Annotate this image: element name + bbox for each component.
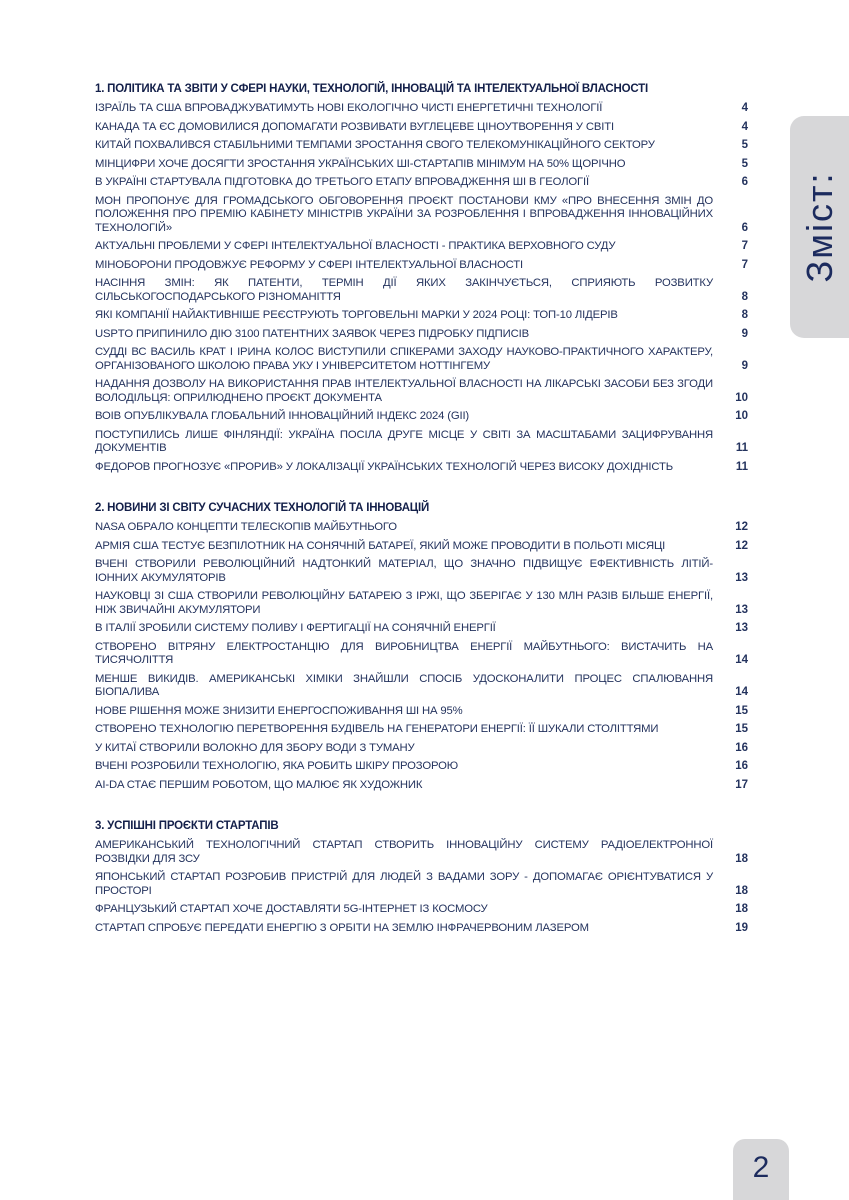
toc-entry-page: 4 bbox=[741, 102, 748, 114]
toc-entry-title: ФЕДОРОВ ПРОГНОЗУЄ «ПРОРИВ» У ЛОКАЛІЗАЦІЇ УКРАЇНСЬКИХ ТЕХНОЛОГІЙ ЧЕРЕЗ ВИСОКУ ДОХІДНІСТЬ bbox=[95, 460, 673, 473]
toc-entry-title: ЯКІ КОМПАНІЇ НАЙАКТИВНІШЕ РЕЄСТРУЮТЬ ТОРГОВЕЛЬНІ МАРКИ У 2024 РОЦІ: ТОП-10 ЛІДЕРІВ bbox=[95, 309, 618, 321]
toc-entry-title: ВОІВ ОПУБЛІКУВАЛА ГЛОБАЛЬНИЙ ІННОВАЦІЙНИЙ ІНДЕКС 2024 (GII) bbox=[95, 410, 470, 422]
toc-entry[interactable] bbox=[95, 871, 748, 898]
toc-section bbox=[95, 819, 748, 935]
toc-entry-title: АРМІЯ США ТЕСТУЄ БЕЗПІЛОТНИК НА СОНЯЧНІЙ БАТАРЕЇ, ЯКИЙ МОЖЕ ПРОВОДИТИ В ПОЛЬОТІ МІСЯЦІ bbox=[95, 539, 666, 552]
toc-entry-title: КАНАДА ТА ЄС ДОМОВИЛИСЯ ДОПОМАГАТИ РОЗВИВАТИ ВУГЛЕЦЕВЕ ЦІНОУТВОРЕННЯ У СВІТІ bbox=[95, 120, 614, 133]
toc-entry-title: В УКРАЇНІ СТАРТУВАЛА ПІДГОТОВКА ДО ТРЕТЬОГО ЕТАПУ ВПРОВАДЖЕННЯ ШІ В ГЕОЛОГІЇ bbox=[95, 176, 589, 188]
toc-entry[interactable] bbox=[95, 176, 748, 190]
toc-entry-title: СУДДІ ВС ВАСИЛЬ КРАТ І ІРИНА КОЛОС ВИСТУПИЛИ СПІКЕРАМИ ЗАХОДУ НАУКОВО-ПРАКТИЧНОГО ХАРАКТЕРУ, ОРГАНІЗОВАНОГО ШКОЛОЮ ПРАВА УКУ І УНІВЕРСИТЕТОМ НОТТІНГЕМУ bbox=[95, 346, 713, 372]
toc-entry-page: 10 bbox=[735, 410, 748, 422]
toc-entry-page: 5 bbox=[741, 157, 748, 170]
toc-entry-page: 13 bbox=[735, 571, 748, 584]
toc-entry-title: СТВОРЕНО ТЕХНОЛОГІЮ ПЕРЕТВОРЕННЯ БУДІВЕЛЬ НА ГЕНЕРАТОРИ ЕНЕРГІЇ: ЇЇ ШУКАЛИ СТОЛІТТЯМИ bbox=[95, 723, 659, 735]
toc-entry[interactable] bbox=[95, 839, 748, 866]
section-title: 1. ПОЛІТИКА ТА ЗВІТИ У СФЕРІ НАУКИ, ТЕХНОЛОГІЙ, ІННОВАЦІЙ ТА ІНТЕЛЕКТУАЛЬНОЇ ВЛАСНОСТІ bbox=[95, 83, 648, 95]
toc-entry[interactable] bbox=[95, 558, 748, 585]
toc-entry-title: USPTO ПРИПИНИЛО ДІЮ 3100 ПАТЕНТНИХ ЗАЯВОК ЧЕРЕЗ ПІДРОБКУ ПІДПИСІВ bbox=[95, 327, 529, 340]
page-number: 2 bbox=[752, 1151, 770, 1184]
toc-entry-title: НАСІННЯ ЗМІН: ЯК ПАТЕНТИ, ТЕРМІН ДІЇ ЯКИХ ЗАКІНЧУЄТЬСЯ, СПРИЯЮТЬ РОЗВИТКУ СІЛЬСЬКОГОСПОДАРСЬКОГО РІЗНОМАНІТТЯ bbox=[95, 277, 713, 303]
toc-entry[interactable] bbox=[95, 378, 748, 405]
page-number-tab bbox=[733, 1139, 789, 1200]
toc-entry-page: 18 bbox=[735, 884, 748, 897]
toc-entry-title: МІНЦИФРИ ХОЧЕ ДОСЯГТИ ЗРОСТАННЯ УКРАЇНСЬКИХ ШІ-СТАРТАПІВ МІНІМУМ НА 50% ЩОРІЧНО bbox=[95, 157, 626, 170]
toc-entry[interactable] bbox=[95, 742, 748, 756]
toc-entry-title: НАДАННЯ ДОЗВОЛУ НА ВИКОРИСТАННЯ ПРАВ ІНТЕЛЕКТУАЛЬНОЇ ВЛАСНОСТІ НА ЛІКАРСЬКІ ЗАСОБИ БЕЗ ЗГОДИ ВОЛОДІЛЬЦЯ: ОПРИЛЮДНЕНО ПРОЄКТ ДОКУМЕНТА bbox=[95, 378, 713, 404]
toc-entry-page: 7 bbox=[741, 240, 748, 252]
toc-entry[interactable] bbox=[95, 309, 748, 323]
toc-entry-page: 9 bbox=[741, 327, 748, 340]
toc-entry-page: 6 bbox=[741, 176, 748, 188]
contents-side-tab bbox=[790, 116, 849, 338]
toc-section bbox=[95, 501, 748, 792]
toc-entry[interactable] bbox=[95, 590, 748, 617]
toc-entry-page: 18 bbox=[735, 903, 748, 915]
toc-entry-title: ПОСТУПИЛИСЬ ЛИШЕ ФІНЛЯНДІЇ: УКРАЇНА ПОСІЛА ДРУГЕ МІСЦЕ У СВІТІ ЗА МАСШТАБАМИ ЗАЦИФРУВАННЯ ДОКУМЕНТІВ bbox=[95, 428, 713, 454]
toc-entry[interactable] bbox=[95, 158, 748, 172]
table-of-contents bbox=[95, 82, 748, 962]
toc-entry-page: 15 bbox=[735, 704, 748, 717]
toc-entry-title: АМЕРИКАНСЬКИЙ ТЕХНОЛОГІЧНИЙ СТАРТАП СТВОРИТЬ ІННОВАЦІЙНУ СИСТЕМУ РАДІОЕЛЕКТРОННОЇ РОЗВІДКИ ДЛЯ ЗСУ bbox=[95, 839, 713, 865]
toc-entry[interactable] bbox=[95, 641, 748, 668]
toc-entry[interactable] bbox=[95, 429, 748, 456]
toc-entry-page: 12 bbox=[735, 521, 748, 533]
toc-entry-page: 16 bbox=[735, 760, 748, 772]
toc-entry-page: 6 bbox=[741, 221, 748, 234]
toc-entry-page: 14 bbox=[735, 686, 748, 698]
toc-entry-title: ЯПОНСЬКИЙ СТАРТАП РОЗРОБИВ ПРИСТРІЙ ДЛЯ ЛЮДЕЙ З ВАДАМИ ЗОРУ - ДОПОМАГАЄ ОРІЄНТУВАТИСЯ У ПРОСТОРІ bbox=[95, 871, 713, 897]
toc-entry[interactable] bbox=[95, 922, 748, 936]
toc-entry-title: В ІТАЛІЇ ЗРОБИЛИ СИСТЕМУ ПОЛИВУ І ФЕРТИГАЦІЇ НА СОНЯЧНІЙ ЕНЕРГІЇ bbox=[95, 622, 496, 634]
toc-entry[interactable] bbox=[95, 346, 748, 373]
toc-entry-page: 17 bbox=[735, 778, 748, 791]
toc-entry-title: ВЧЕНІ РОЗРОБИЛИ ТЕХНОЛОГІЮ, ЯКА РОБИТЬ ШКІРУ ПРОЗОРОЮ bbox=[95, 760, 458, 772]
toc-entry[interactable] bbox=[95, 121, 748, 135]
toc-entry-page: 11 bbox=[735, 460, 748, 473]
toc-section bbox=[95, 82, 748, 474]
toc-entry-page: 12 bbox=[735, 539, 748, 552]
toc-entry[interactable] bbox=[95, 521, 748, 535]
toc-entry[interactable] bbox=[95, 195, 748, 236]
toc-entry[interactable] bbox=[95, 622, 748, 636]
toc-entry-title: КИТАЙ ПОХВАЛИВСЯ СТАБІЛЬНИМИ ТЕМПАМИ ЗРОСТАННЯ СВОГО ТЕЛЕКОМУНІКАЦІЙНОГО СЕКТОРУ bbox=[95, 139, 655, 151]
toc-entry[interactable] bbox=[95, 673, 748, 700]
toc-entry[interactable] bbox=[95, 328, 748, 342]
toc-entry-title: У КИТАЇ СТВОРИЛИ ВОЛОКНО ДЛЯ ЗБОРУ ВОДИ З ТУМАНУ bbox=[95, 741, 415, 754]
toc-entry-title: МЕНШЕ ВИКИДІВ. АМЕРИКАНСЬКІ ХІМІКИ ЗНАЙШЛИ СПОСІБ УДОСКОНАЛИТИ ПРОЦЕС СПАЛЮВАННЯ БІОПАЛИВА bbox=[95, 672, 713, 698]
contents-heading: Зміст: bbox=[798, 171, 840, 283]
toc-entry-title: МІНОБОРОНИ ПРОДОВЖУЄ РЕФОРМУ У СФЕРІ ІНТЕЛЕКТУАЛЬНОЇ ВЛАСНОСТІ bbox=[95, 258, 523, 271]
toc-entry[interactable] bbox=[95, 410, 748, 424]
toc-entry-page: 8 bbox=[741, 309, 748, 321]
toc-entry-title: ВЧЕНІ СТВОРИЛИ РЕВОЛЮЦІЙНИЙ НАДТОНКИЙ МАТЕРІАЛ, ЩО ЗНАЧНО ПІДВИЩУЄ ЕФЕКТИВНІСТЬ ЛІТІЙ-ІОННИХ АКУМУЛЯТОРІВ bbox=[95, 558, 713, 584]
toc-entry-title: НОВЕ РІШЕННЯ МОЖЕ ЗНИЗИТИ ЕНЕРГОСПОЖИВАННЯ ШІ НА 95% bbox=[95, 704, 463, 717]
toc-entry[interactable] bbox=[95, 139, 748, 153]
toc-entry-title: МОН ПРОПОНУЄ ДЛЯ ГРОМАДСЬКОГО ОБГОВОРЕННЯ ПРОЄКТ ПОСТАНОВИ КМУ «ПРО ВНЕСЕННЯ ЗМІН ДО ПОЛОЖЕННЯ ПРО ПРЕМІЮ КАБІНЕТУ МІНІСТРІВ УКРАЇНИ ЗА РОЗРОБЛЕННЯ І ВПРОВАДЖЕННЯ ІННОВАЦІЙНИХ ТЕХНОЛОГІЙ» bbox=[95, 194, 713, 234]
toc-entry-page: 10 bbox=[735, 391, 748, 404]
toc-entry[interactable] bbox=[95, 461, 748, 475]
toc-entry[interactable] bbox=[95, 760, 748, 774]
toc-entry-title: НАУКОВЦІ ЗІ США СТВОРИЛИ РЕВОЛЮЦІЙНУ БАТАРЕЮ З ІРЖІ, ЩО ЗБЕРІГАЄ У 130 МЛН РАЗІВ БІЛЬШЕ ЕНЕРГІЇ, НІЖ ЗВИЧАЙНІ АКУМУЛЯТОРИ bbox=[95, 590, 713, 616]
section-title: 2. НОВИНИ ЗІ СВІТУ СУЧАСНИХ ТЕХНОЛОГІЙ ТА ІННОВАЦІЙ bbox=[95, 502, 430, 514]
toc-entry[interactable] bbox=[95, 903, 748, 917]
toc-entry-page: 5 bbox=[741, 139, 748, 151]
toc-entry[interactable] bbox=[95, 723, 748, 737]
toc-entry[interactable] bbox=[95, 259, 748, 273]
toc-entry[interactable] bbox=[95, 779, 748, 793]
toc-entry-page: 13 bbox=[735, 622, 748, 634]
toc-entry-title: NASA ОБРАЛО КОНЦЕПТИ ТЕЛЕСКОПІВ МАЙБУТНЬОГО bbox=[95, 521, 397, 533]
toc-entry-page: 14 bbox=[735, 654, 748, 666]
section-title: 3. УСПІШНІ ПРОЄКТИ СТАРТАПІВ bbox=[95, 820, 279, 832]
toc-entry-page: 19 bbox=[735, 921, 748, 934]
toc-entry-title: ФРАНЦУЗЬКИЙ СТАРТАП ХОЧЕ ДОСТАВЛЯТИ 5G-ІНТЕРНЕТ ІЗ КОСМОСУ bbox=[95, 903, 488, 915]
toc-entry[interactable] bbox=[95, 540, 748, 554]
toc-entry-page: 9 bbox=[741, 359, 748, 372]
toc-entry[interactable] bbox=[95, 102, 748, 116]
toc-entry-page: 18 bbox=[735, 852, 748, 865]
toc-entry-title: СТВОРЕНО ВІТРЯНУ ЕЛЕКТРОСТАНЦІЮ ДЛЯ ВИРОБНИЦТВА ЕНЕРГІЇ МАЙБУТНЬОГО: ВИСТАЧИТЬ НА ТИСЯЧОЛІТТЯ bbox=[95, 640, 713, 666]
toc-entry-page: 11 bbox=[735, 442, 748, 454]
toc-entry-page: 7 bbox=[741, 258, 748, 271]
toc-entry-page: 4 bbox=[741, 120, 748, 133]
toc-entry-title: AI-DA СТАЄ ПЕРШИМ РОБОТОМ, ЩО МАЛЮЄ ЯК ХУДОЖНИК bbox=[95, 778, 423, 791]
toc-entry[interactable] bbox=[95, 277, 748, 304]
toc-entry-title: СТАРТАП СПРОБУЄ ПЕРЕДАТИ ЕНЕРГІЮ З ОРБІТИ НА ЗЕМЛЮ ІНФРАЧЕРВОНИМ ЛАЗЕРОМ bbox=[95, 921, 589, 934]
toc-entry[interactable] bbox=[95, 240, 748, 254]
toc-entry-page: 8 bbox=[741, 290, 748, 303]
toc-entry-page: 16 bbox=[735, 741, 748, 754]
toc-entry[interactable] bbox=[95, 705, 748, 719]
toc-entry-page: 13 bbox=[735, 603, 748, 616]
toc-entry-page: 15 bbox=[735, 723, 748, 735]
toc-entry-title: ІЗРАЇЛЬ ТА США ВПРОВАДЖУВАТИМУТЬ НОВІ ЕКОЛОГІЧНО ЧИСТІ ЕНЕРГЕТИЧНІ ТЕХНОЛОГІЇ bbox=[95, 102, 603, 114]
toc-entry-title: АКТУАЛЬНІ ПРОБЛЕМИ У СФЕРІ ІНТЕЛЕКТУАЛЬНОЇ ВЛАСНОСТІ - ПРАКТИКА ВЕРХОВНОГО СУДУ bbox=[95, 240, 616, 252]
